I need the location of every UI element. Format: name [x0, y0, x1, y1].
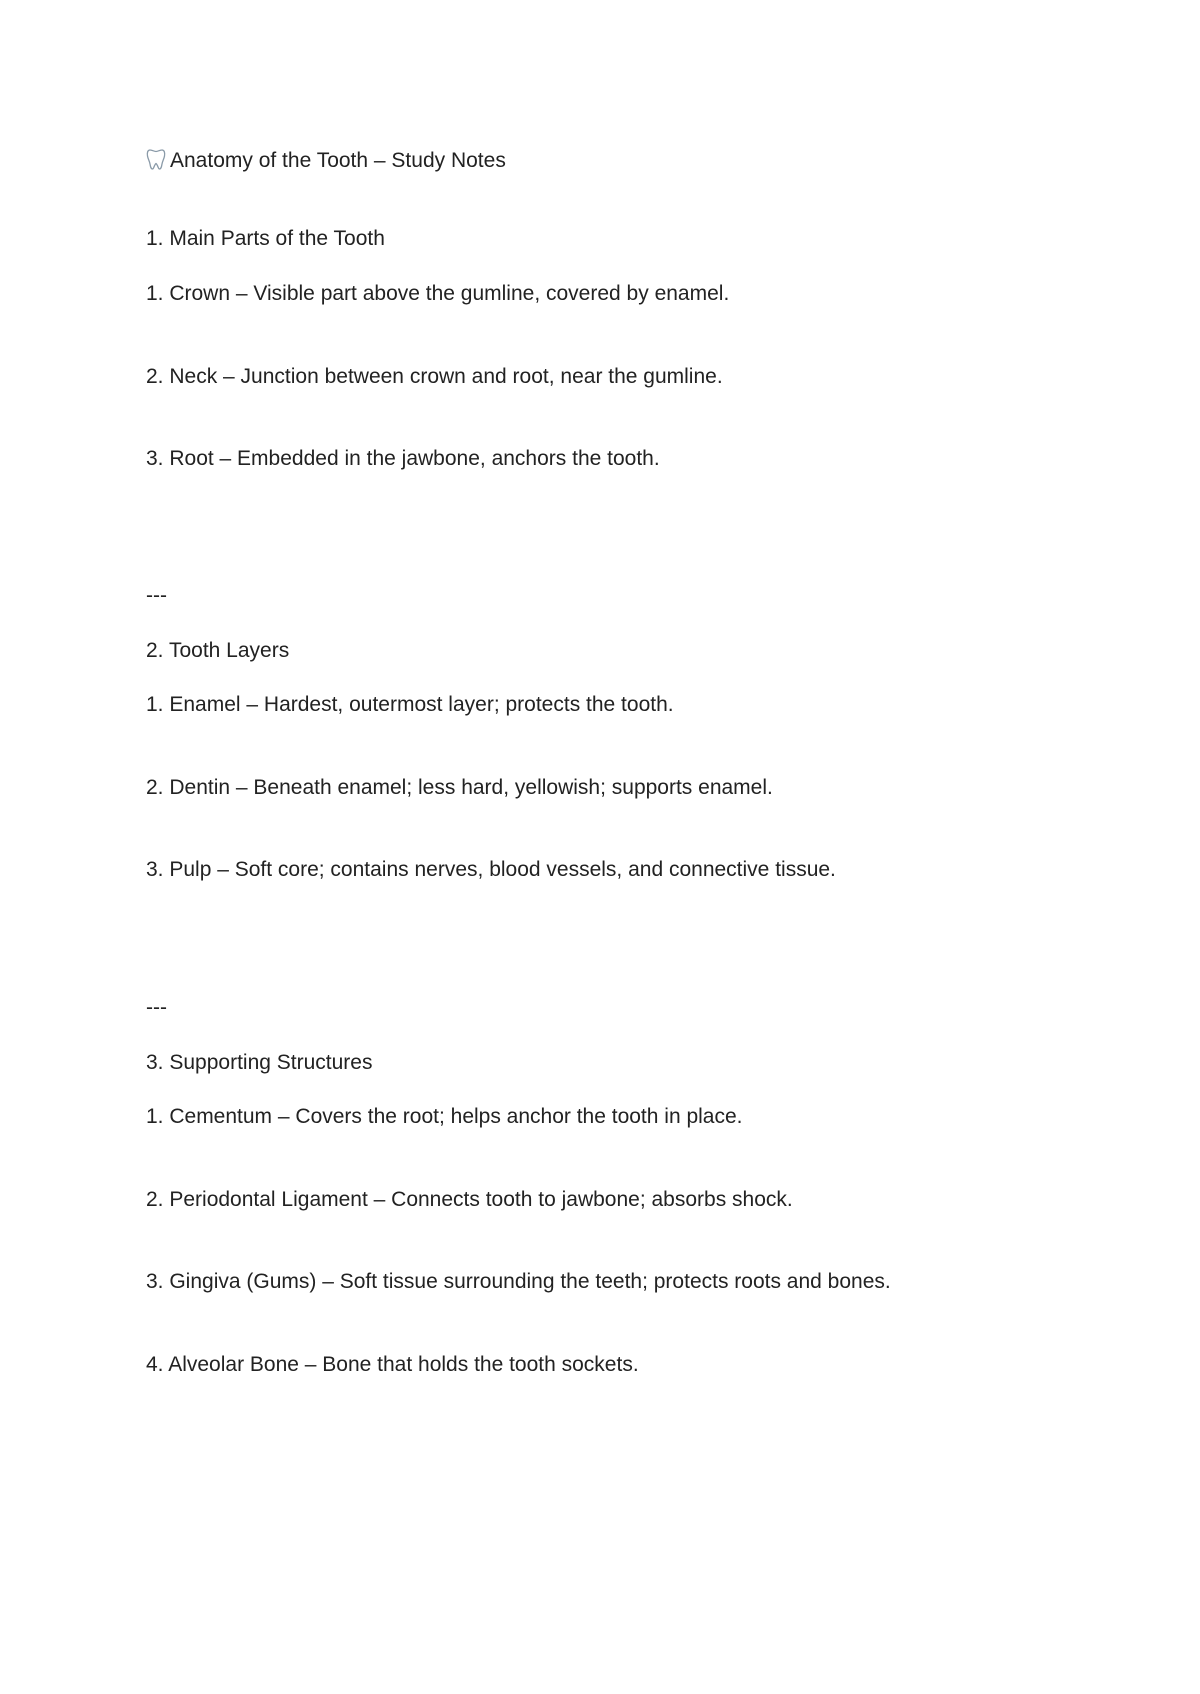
list-item-cementum: 1. Cementum – Covers the root; helps anchor the tooth in place.: [146, 1105, 743, 1128]
section-heading-main-parts: 1. Main Parts of the Tooth: [146, 227, 385, 250]
section-heading-supporting-structures: 3. Supporting Structures: [146, 1051, 373, 1074]
doc-title-text: Anatomy of the Tooth – Study Notes: [170, 149, 506, 172]
section-separator: ---: [146, 996, 167, 1019]
list-item-periodontal-ligament: 2. Periodontal Ligament – Connects tooth to jawbone; absorbs shock.: [146, 1188, 793, 1211]
section-heading-tooth-layers: 2. Tooth Layers: [146, 639, 290, 662]
list-item-alveolar-bone: 4. Alveolar Bone – Bone that holds the tooth sockets.: [146, 1353, 639, 1376]
doc-title: [146, 148, 506, 171]
list-item-crown: 1. Crown – Visible part above the gumline, covered by enamel.: [146, 282, 730, 305]
list-item-root: 3. Root – Embedded in the jawbone, anchors the tooth.: [146, 447, 660, 470]
list-item-enamel: 1. Enamel – Hardest, outermost layer; protects the tooth.: [146, 693, 674, 716]
list-item-dentin: 2. Dentin – Beneath enamel; less hard, yellowish; supports enamel.: [146, 776, 773, 799]
list-item-neck: 2. Neck – Junction between crown and root, near the gumline.: [146, 365, 723, 388]
list-item-gingiva: 3. Gingiva (Gums) – Soft tissue surrounding the teeth; protects roots and bones.: [146, 1270, 891, 1293]
section-separator: ---: [146, 584, 167, 607]
tooth-icon: [146, 148, 166, 170]
list-item-pulp: 3. Pulp – Soft core; contains nerves, blood vessels, and connective tissue.: [146, 858, 836, 881]
